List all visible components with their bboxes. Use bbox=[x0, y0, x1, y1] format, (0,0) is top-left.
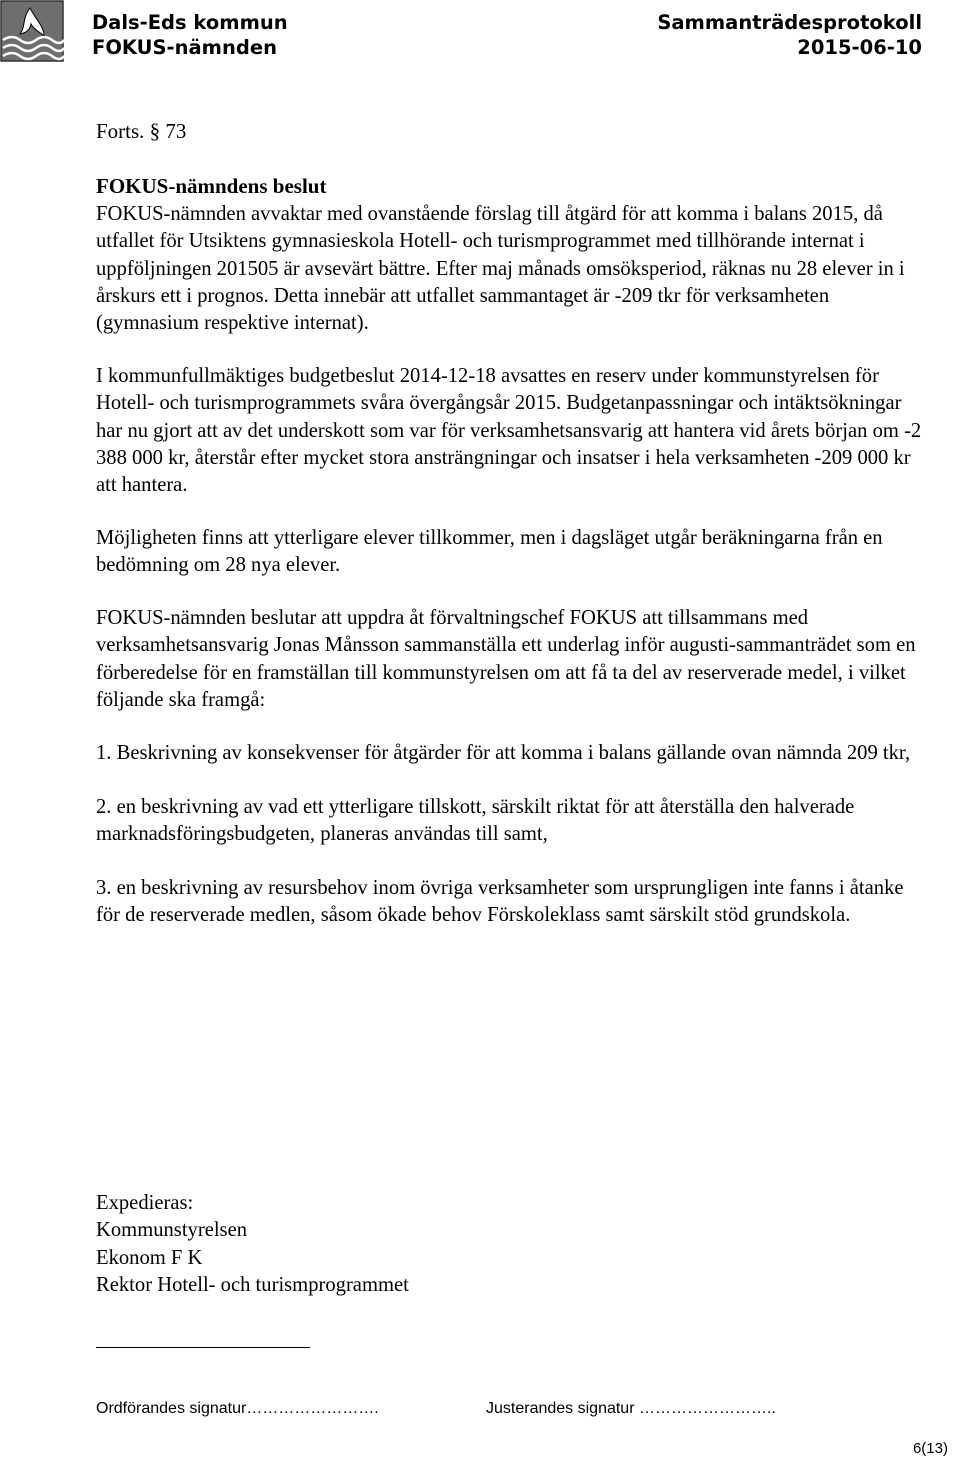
chair-signature: Ordförandes signatur……………………. bbox=[96, 1400, 379, 1417]
decision-heading: FOKUS-nämndens beslut bbox=[96, 174, 327, 199]
signature-line bbox=[96, 1347, 310, 1348]
recipient: Ekonom F K bbox=[96, 1246, 203, 1269]
list-item: 1. Beskrivning av konsekvenser för åtgärder för att komma i balans gällande ovan nämnda 209 tkr, bbox=[96, 742, 911, 765]
list-item: 2. en beskrivning av vad ett ytterligare tillskott, särskilt riktat för att återställa den halverade marknadsföringsbudgeten, planeras användas till samt, bbox=[96, 795, 855, 846]
committee-name: FOKUS-nämnden bbox=[92, 36, 277, 59]
municipality-name: Dals-Eds kommun bbox=[92, 11, 288, 34]
recipient: Kommunstyrelsen bbox=[96, 1219, 248, 1242]
page-header bbox=[0, 0, 960, 70]
header-right bbox=[657, 10, 922, 60]
paragraph: I kommunfullmäktiges budgetbeslut 2014-12-18 avsattes en reserv under kommunstyrelsen för Hotell- och turismprogrammets svåra övergångsår 2015. Budgetanpassningar och intäktsökningar har nu gjort att av det underskott som var för verksamhetsansvarig att hantera vid årets början om -2 388 000 kr, återstår efter mycket stora ansträngningar och insatser i hela verksamheten -209 000 kr att hantera. bbox=[96, 364, 922, 497]
paragraph: FOKUS-nämnden beslutar att uppdra åt förvaltningschef FOKUS att tillsammans med verksamhetsansvarig Jonas Månsson sammanställa ett underlag inför augusti-sammanträdet som en förberedelse för en framställan till kommunstyrelsen om att få ta del av reserverade medel, i vilket följande ska framgå: bbox=[96, 606, 916, 711]
paragraph: Möjligheten finns att ytterligare elever tillkommer, men i dagsläget utgår beräkningarna från en bedömning om 28 nya elever. bbox=[96, 526, 883, 577]
meeting-date: 2015-06-10 bbox=[797, 36, 922, 59]
coat-of-arms-icon bbox=[0, 0, 68, 64]
distribution-list bbox=[96, 1190, 409, 1300]
minutes-body bbox=[96, 118, 926, 929]
list-item: 3. en beskrivning av resursbehov inom övriga verksamheter som ursprungligen inte fanns i åtanke för de reserverade medlen, såsom ökade behov Förskoleklass samt särskilt stöd grundskola. bbox=[96, 876, 904, 926]
section-reference: Forts. § 73 bbox=[96, 119, 187, 143]
document-type: Sammanträdesprotokoll bbox=[657, 11, 922, 34]
adjuster-signature: Justerandes signatur …………………….. bbox=[486, 1400, 776, 1417]
page-number: 6(13) bbox=[912, 1440, 948, 1457]
recipient: Rektor Hotell- och turismprogrammet bbox=[96, 1274, 409, 1297]
header-left bbox=[92, 10, 288, 60]
distribution-label: Expedieras: bbox=[96, 1192, 194, 1214]
paragraph: FOKUS-nämnden avvaktar med ovanstående förslag till åtgärd för att komma i balans 2015, då utfallet för Utsiktens gymnasieskola Hotell- och turismprogrammet med tillhörande internat i uppföljningen 201505 är avsevärt bättre. Efter maj månads omsöksperiod, räknas nu 28 elever in i årskurs ett i prognos. Detta innebär att utfallet sammantaget är -209 tkr för verksamheten (gymnasium respektive internat). bbox=[96, 202, 905, 335]
